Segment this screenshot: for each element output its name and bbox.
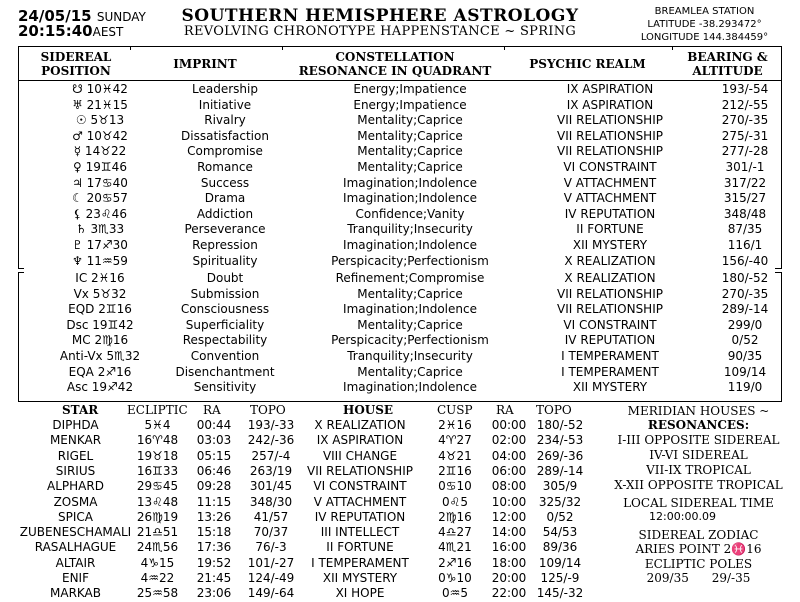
table-row — [20, 302, 780, 318]
house-name: IV REPUTATION — [314, 509, 406, 524]
house-cusp: 0♒5 — [441, 586, 469, 601]
star-ecliptic: 25♒58 — [136, 586, 179, 601]
sidereal-position: ☿ 14♉22 — [73, 144, 127, 159]
imprint: Initiative — [198, 97, 252, 112]
star-ra: 13:26 — [196, 509, 232, 524]
house-cusp: 2♓16 — [438, 418, 472, 432]
house-ra: 04:00 — [491, 448, 527, 463]
table-row — [20, 287, 780, 303]
bearing-altitude: 270/-35 — [721, 113, 769, 128]
stars-header-topo: TOPO — [250, 403, 286, 417]
zodiac-label: SIDEREAL ZODIAC — [638, 528, 759, 542]
house-ra: 12:00 — [491, 509, 527, 524]
table-row — [20, 144, 780, 160]
star-name: MARKAB — [50, 586, 101, 601]
house-cusp: 0♋10 — [438, 479, 472, 494]
angle-bracket-left — [18, 272, 19, 402]
star-name: ZOSMA — [53, 494, 98, 509]
house-topo: 54/53 — [542, 525, 578, 540]
house-row — [0, 571, 600, 586]
house-ra: 16:00 — [491, 540, 527, 555]
table-row — [20, 318, 780, 334]
bearing-altitude: 277/-28 — [721, 144, 769, 159]
col-tick — [672, 46, 673, 50]
star-name: MENKAR — [49, 433, 102, 448]
house-row — [0, 510, 600, 525]
star-ecliptic: 16♊33 — [136, 463, 179, 478]
houses-header-house: HOUSE — [343, 403, 394, 417]
psychic-realm: IV REPUTATION — [564, 333, 656, 348]
star-ecliptic: 19♉18 — [136, 448, 179, 463]
sidereal-position: ♀ 19♊46 — [73, 160, 127, 174]
constellation-resonance: Tranquility;Insecurity — [347, 222, 473, 237]
bearing-altitude: 315/27 — [723, 191, 767, 206]
sidereal-position: IC 2♓16 — [75, 271, 125, 285]
psychic-realm: IV REPUTATION — [564, 206, 656, 221]
house-row — [0, 556, 600, 571]
psychic-realm: II FORTUNE — [576, 222, 644, 237]
sidereal-position: ♆ 11♒59 — [72, 253, 128, 268]
bearing-altitude: 0/52 — [731, 333, 759, 348]
star-name: DIPHDA — [52, 418, 99, 432]
table-row — [20, 129, 780, 145]
table-row — [20, 333, 780, 349]
table-row — [20, 254, 780, 270]
bearing-altitude: 193/-54 — [721, 82, 769, 96]
star-name: ALTAIR — [55, 555, 96, 570]
psychic-realm: IX ASPIRATION — [566, 82, 654, 96]
star-ecliptic: 24♏56 — [136, 540, 179, 555]
house-topo: 289/-14 — [536, 463, 584, 478]
house-name: VIII CHANGE — [322, 448, 398, 463]
constellation-resonance: Imagination;Indolence — [343, 302, 477, 317]
star-topo: 193/-33 — [247, 418, 295, 432]
psychic-realm: XII MYSTERY — [572, 380, 648, 395]
psychic-realm: X REALIZATION — [564, 271, 656, 285]
sidereal-position: ♅ 21♓15 — [72, 97, 128, 112]
star-topo: 348/30 — [249, 494, 293, 509]
house-cusp: 4♈27 — [438, 433, 472, 448]
resonances-label: RESONANCES: — [647, 418, 750, 432]
star-name: ENIF — [62, 571, 89, 585]
psychic-realm: VII RELATIONSHIP — [557, 286, 663, 301]
constellation-resonance: Mentality;Caprice — [357, 113, 463, 128]
imprint: Convention — [190, 349, 260, 363]
constellation-resonance: Mentality;Caprice — [357, 144, 463, 159]
imprint: Spirituality — [192, 253, 258, 268]
constellation-resonance: Mentality;Caprice — [357, 364, 463, 379]
house-ra: 08:00 — [491, 479, 527, 494]
header-divider — [18, 80, 782, 81]
imprint: Leadership — [192, 82, 258, 96]
resonance-item: I-III OPPOSITE SIDEREAL — [617, 433, 780, 447]
psychic-realm: V ATTACHMENT — [563, 175, 657, 190]
house-topo: 234/-53 — [536, 433, 584, 448]
houses-header-topo: TOPO — [536, 403, 572, 417]
psychic-realm: X REALIZATION — [564, 253, 656, 268]
bearing-altitude: 301/-1 — [725, 160, 765, 174]
lst-label: LOCAL SIDEREAL TIME — [623, 496, 774, 510]
bearing-altitude: 156/-40 — [721, 253, 769, 268]
imprint: Drama — [204, 191, 246, 206]
imprint: Repression — [192, 238, 258, 252]
house-row — [0, 525, 600, 540]
bearing-altitude: 299/0 — [727, 317, 763, 332]
poles-label: ECLIPTIC POLES — [644, 557, 753, 571]
bearing-altitude: 180/-52 — [721, 271, 769, 285]
constellation-resonance: Mentality;Caprice — [357, 128, 463, 143]
station-info — [622, 5, 787, 44]
house-name: V ATTACHMENT — [313, 494, 407, 509]
house-topo: 0/52 — [546, 509, 574, 524]
psychic-realm: I TEMPERAMENT — [561, 364, 659, 379]
house-topo: 125/-9 — [540, 571, 580, 585]
house-row — [0, 540, 600, 555]
sidereal-position: EQD 2♊16 — [68, 302, 132, 317]
col-header-constellation: CONSTELLATION RESONANCE IN QUADRANT — [298, 50, 492, 78]
house-cusp: 4♎27 — [438, 525, 472, 540]
sidereal-position: Dsc 19♊42 — [66, 317, 134, 332]
sidereal-position: MC 2♍16 — [71, 333, 129, 348]
house-ra: 10:00 — [491, 494, 527, 509]
page-title: SOUTHERN HEMISPHERE ASTROLOGY — [181, 6, 579, 26]
house-ra: 02:00 — [491, 433, 527, 448]
sidereal-position: ♄ 3♏33 — [75, 222, 125, 237]
house-topo: 145/-32 — [536, 586, 584, 601]
star-ra: 11:15 — [196, 494, 232, 509]
bearing-altitude: 212/-55 — [721, 97, 769, 112]
resonance-item: IV-VI SIDEREAL — [649, 448, 748, 462]
star-ra: 15:18 — [196, 525, 232, 540]
house-name: XII MYSTERY — [322, 571, 398, 585]
star-ecliptic: 4♒22 — [140, 571, 175, 585]
col-header-imprint: IMPRINT — [173, 57, 237, 71]
house-cusp: 0♑10 — [438, 571, 472, 585]
constellation-resonance: Imagination;Indolence — [343, 175, 477, 190]
star-topo: 70/37 — [253, 525, 289, 540]
resonance-item: X-XII OPPOSITE TROPICAL — [614, 478, 783, 492]
table-row — [20, 160, 780, 176]
house-topo: 109/14 — [538, 555, 582, 570]
table-row — [20, 271, 780, 287]
house-row — [0, 495, 600, 510]
imprint: Superficiality — [185, 317, 265, 332]
constellation-resonance: Imagination;Indolence — [343, 191, 477, 206]
bearing-altitude: 87/35 — [727, 222, 763, 237]
imprint: Dissatisfaction — [181, 128, 269, 143]
col-header-psychic-realm: PSYCHIC REALM — [529, 57, 646, 71]
constellation-resonance: Perspicacity;Perfectionism — [331, 253, 489, 268]
star-ra: 03:03 — [196, 433, 232, 448]
star-topo: 263/19 — [249, 463, 293, 478]
table-right-border — [781, 46, 782, 81]
table-left-border — [18, 46, 19, 81]
meridian-title: MERIDIAN HOUSES ~ — [627, 404, 770, 418]
aries-point: ARIES POINT 2♓16 — [635, 542, 762, 556]
houses-header-cusp: CUSP — [437, 403, 473, 417]
table-row — [20, 98, 780, 114]
house-row — [0, 586, 600, 601]
house-ra: 00:00 — [491, 418, 527, 432]
constellation-resonance: Energy;Impatience — [353, 82, 467, 96]
house-ra: 22:00 — [491, 586, 527, 601]
star-ra: 17:36 — [196, 540, 232, 555]
constellation-resonance: Perspicacity;Perfectionism — [331, 333, 489, 348]
pole-south: 29/-35 — [711, 571, 751, 585]
psychic-realm: VI CONSTRAINT — [563, 160, 657, 174]
imprint: Rivalry — [204, 113, 246, 128]
lst-value: 12:00:00.09 — [649, 510, 716, 523]
bearing-altitude: 270/-35 — [721, 286, 769, 301]
imprint: Sensitivity — [193, 380, 257, 395]
bearing-altitude: 119/0 — [727, 380, 763, 395]
star-ra: 19:52 — [196, 555, 232, 570]
table-row — [20, 113, 780, 129]
table-row — [20, 222, 780, 238]
star-topo: 242/-36 — [247, 433, 295, 448]
star-ra: 23:06 — [196, 586, 232, 601]
col-tick — [282, 46, 283, 50]
bearing-altitude: 275/-31 — [721, 128, 769, 143]
sidereal-position: ♂ 10♉42 — [72, 128, 128, 143]
house-cusp: 2♐16 — [438, 555, 472, 570]
star-name: ZUBENESCHAMALI — [19, 525, 132, 540]
sidereal-position: Vx 5♉32 — [73, 286, 127, 301]
house-name: II FORTUNE — [326, 540, 394, 555]
star-topo: 124/-49 — [247, 571, 295, 585]
psychic-realm: IX ASPIRATION — [566, 97, 654, 112]
house-topo: 325/32 — [538, 494, 582, 509]
star-ra: 05:15 — [196, 448, 232, 463]
latitude-value: LATITUDE -38.293472° — [647, 19, 762, 30]
bearing-altitude: 116/1 — [727, 238, 763, 252]
star-ecliptic: 29♋45 — [136, 479, 179, 494]
bearing-altitude: 289/-14 — [721, 302, 769, 317]
star-ecliptic: 5♓4 — [144, 418, 171, 432]
constellation-resonance: Refinement;Compromise — [335, 271, 485, 285]
house-cusp: 2♍16 — [438, 509, 472, 524]
planet-bracket-left — [18, 80, 19, 269]
constellation-resonance: Imagination;Indolence — [343, 380, 477, 395]
imprint: Submission — [190, 286, 260, 301]
house-cusp: 4♉21 — [438, 448, 472, 463]
psychic-realm: VII RELATIONSHIP — [557, 113, 663, 128]
house-topo: 269/-36 — [536, 448, 584, 463]
date-value: 24/05/15 — [18, 7, 92, 25]
house-topo: 89/36 — [542, 540, 578, 555]
sidereal-position: EQA 2♐16 — [68, 364, 132, 379]
house-name: X REALIZATION — [314, 418, 406, 432]
imprint: Addiction — [196, 206, 254, 221]
house-ra: 18:00 — [491, 555, 527, 570]
star-ra: 00:44 — [196, 418, 232, 432]
house-name: VI CONSTRAINT — [313, 479, 407, 494]
imprint: Success — [200, 175, 250, 190]
bearing-altitude: 317/22 — [723, 175, 767, 190]
house-topo: 180/-52 — [536, 418, 584, 432]
stars-header-ecliptic: ECLIPTIC — [127, 403, 188, 417]
house-row — [0, 433, 600, 448]
constellation-resonance: Mentality;Caprice — [357, 286, 463, 301]
station-name: BREAMLEA STATION — [654, 6, 755, 17]
constellation-resonance: Mentality;Caprice — [357, 317, 463, 332]
house-name: III INTELLECT — [320, 525, 400, 540]
star-ecliptic: 4♑15 — [140, 555, 175, 570]
house-cusp: 2♊16 — [438, 463, 472, 478]
house-row — [0, 449, 600, 464]
table-row — [20, 82, 780, 98]
table-row — [20, 207, 780, 223]
table-row — [20, 349, 780, 365]
table-row — [20, 191, 780, 207]
star-name: SPICA — [58, 509, 93, 524]
table-bottom-border — [18, 401, 782, 402]
constellation-resonance: Mentality;Caprice — [357, 160, 463, 174]
house-name: XI HOPE — [335, 586, 385, 601]
time-value: 20:15:40 — [18, 22, 93, 40]
imprint: Respectability — [182, 333, 268, 348]
bearing-altitude: 348/48 — [723, 206, 767, 221]
star-topo: 257/-4 — [251, 448, 291, 463]
sidereal-position: ♃ 17♋40 — [72, 175, 128, 190]
house-row — [0, 418, 600, 433]
sidereal-position: ♇ 17♐30 — [72, 238, 128, 252]
star-topo: 76/-3 — [255, 540, 287, 555]
imprint: Consciousness — [180, 302, 270, 317]
house-cusp: 0♌5 — [441, 494, 469, 509]
table-row — [20, 238, 780, 254]
star-ra: 06:46 — [196, 463, 232, 478]
sidereal-position: ☉ 5♉13 — [75, 113, 125, 128]
constellation-resonance: Tranquility;Insecurity — [347, 349, 473, 363]
poles-values — [596, 571, 800, 585]
house-name: VII RELATIONSHIP — [307, 463, 413, 478]
star-ecliptic: 16♈48 — [136, 433, 179, 448]
pole-north: 209/35 — [646, 571, 689, 585]
stars-header-star: STAR — [62, 403, 99, 417]
sidereal-position: Anti-Vx 5♏32 — [59, 349, 141, 363]
star-topo: 101/-27 — [247, 555, 295, 570]
resonance-item: VII-IX TROPICAL — [646, 463, 751, 477]
houses-header-ra: RA — [496, 403, 514, 417]
table-top-border — [18, 46, 782, 47]
star-ecliptic: 13♌48 — [136, 494, 179, 509]
col-header-sidereal-position: SIDEREAL POSITION — [40, 50, 112, 78]
bearing-altitude: 90/35 — [727, 349, 763, 363]
longitude-value: LONGITUDE 144.384459° — [640, 32, 769, 43]
house-cusp: 4♏21 — [438, 540, 472, 555]
sidereal-position: ☋ 10♓42 — [72, 82, 128, 96]
house-topo: 305/9 — [542, 479, 578, 494]
star-ecliptic: 21♎51 — [136, 525, 179, 540]
house-name: IX ASPIRATION — [316, 433, 404, 448]
psychic-realm: V ATTACHMENT — [563, 191, 657, 206]
imprint: Doubt — [206, 271, 244, 285]
table-row — [20, 380, 780, 396]
star-topo: 301/45 — [249, 479, 293, 494]
star-ra: 09:28 — [196, 479, 232, 494]
imprint: Perseverance — [184, 222, 266, 237]
house-ra: 20:00 — [491, 571, 527, 585]
timezone-value: AEST — [92, 25, 124, 39]
star-name: RIGEL — [57, 448, 94, 463]
star-topo: 41/57 — [253, 509, 289, 524]
star-ra: 21:45 — [196, 571, 232, 585]
star-topo: 149/-64 — [247, 586, 295, 601]
constellation-resonance: Energy;Impatience — [353, 97, 467, 112]
table-row — [20, 176, 780, 192]
star-name: SIRIUS — [55, 463, 96, 478]
house-row — [0, 464, 600, 479]
page-subtitle: REVOLVING CHRONOTYPE HAPPENSTANCE ~ SPRING — [183, 24, 577, 39]
star-name: RASALHAGUE — [34, 540, 117, 555]
star-name: ALPHARD — [47, 479, 104, 494]
star-ecliptic: 26♍19 — [136, 509, 179, 524]
constellation-resonance: Imagination;Indolence — [343, 238, 477, 252]
sidereal-position: ☾ 20♋57 — [72, 191, 128, 206]
house-row — [0, 479, 600, 494]
house-name: I TEMPERAMENT — [311, 555, 409, 570]
sidereal-position: Asc 19♐42 — [66, 380, 134, 395]
psychic-realm: VII RELATIONSHIP — [557, 128, 663, 143]
constellation-resonance: Confidence;Vanity — [355, 206, 465, 221]
house-ra: 06:00 — [491, 463, 527, 478]
sidereal-position: ⚸ 23♌46 — [73, 206, 127, 221]
imprint: Romance — [197, 160, 253, 174]
house-ra: 14:00 — [491, 525, 527, 540]
psychic-realm: VII RELATIONSHIP — [557, 144, 663, 159]
psychic-realm: I TEMPERAMENT — [561, 349, 659, 363]
col-header-bearing-altitude: BEARING & ALTITUDE — [687, 50, 768, 78]
psychic-realm: VII RELATIONSHIP — [557, 302, 663, 317]
weekday-value: SUNDAY — [96, 10, 146, 24]
bearing-altitude: 109/14 — [723, 364, 767, 379]
time-display — [18, 22, 123, 40]
psychic-realm: VI CONSTRAINT — [563, 317, 657, 332]
stars-header-ra: RA — [203, 403, 221, 417]
imprint: Compromise — [187, 144, 263, 159]
imprint: Disenchantment — [175, 364, 275, 379]
psychic-realm: XII MYSTERY — [572, 238, 648, 252]
table-row — [20, 365, 780, 381]
